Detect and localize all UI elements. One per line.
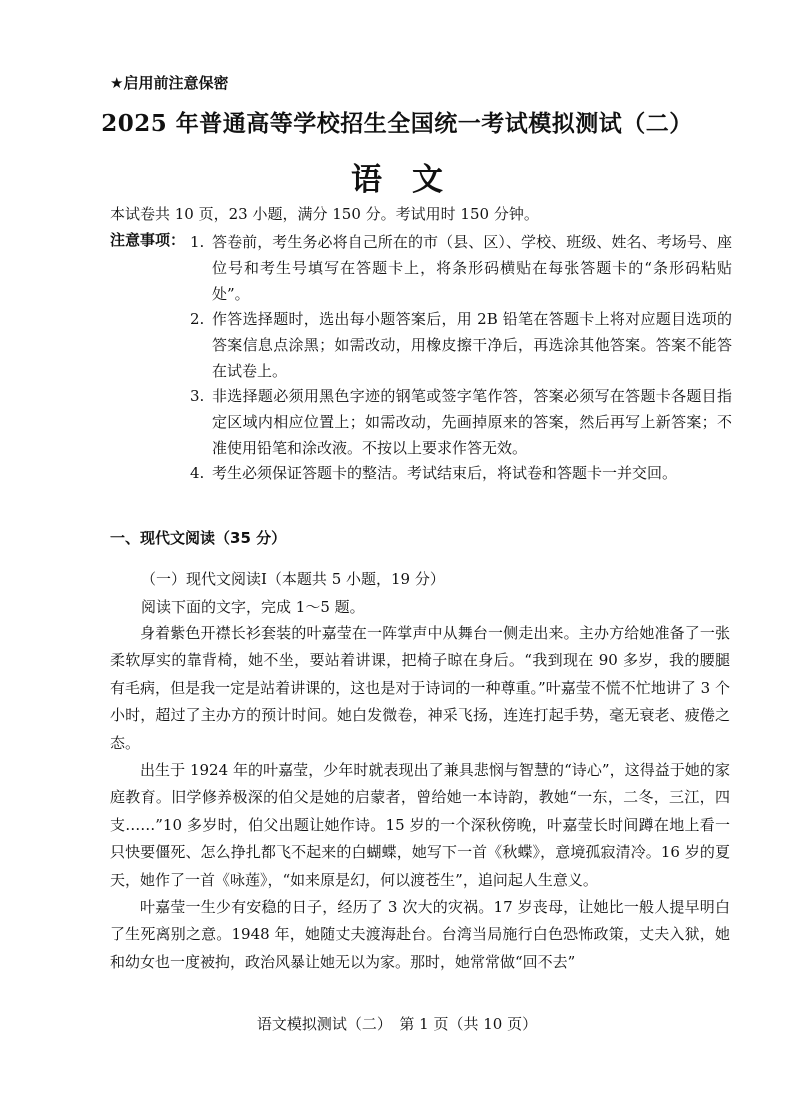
notice-item xyxy=(190,460,732,486)
reading-instruction: 阅读下面的文字，完成 1～5 题。 xyxy=(141,598,365,616)
notice-number: 2. xyxy=(190,310,205,328)
passage-paragraph: 身着紫色开襟长衫套装的叶嘉莹在一阵掌声中从舞台一侧走出来。主办方给她准备了一张柔软厚实的靠背椅，她不坐，要站着讲课，把椅子晾在身后。“我到现在 90 多岁，我的腰腿有毛病，但是我一定是站着讲课的，这也是对于诗词的一种尊重。”叶嘉莹不慌不忙地讲了 3 个小时，超过了主办方的预计时间。她白发微卷，神采飞扬，连连打起手势，毫无衰老、疲倦之态。 xyxy=(110,624,730,752)
subsection-heading: （一）现代文阅读Ⅰ（本题共 5 小题，19 分） xyxy=(141,570,445,588)
page-footer: 语文模拟测试（二） 第 1 页（共 10 页） xyxy=(256,1015,538,1033)
notice-number: 4. xyxy=(190,464,205,482)
notice-text: 作答选择题时，选出每小题答案后，用 2B 铅笔在答题卡上将对应题目选项的答案信息点涂黑；如需改动，用橡皮擦干净后，再选涂其他答案。答案不能答在试卷上。 xyxy=(212,310,732,380)
notice-text: 答卷前，考生务必将自己所在的市（县、区）、学校、班级、姓名、考场号、座位号和考生号填写在答题卡上，将条形码横贴在每张答题卡的“条形码粘贴处”。 xyxy=(212,233,732,303)
notice-item xyxy=(190,383,732,461)
notice-item xyxy=(190,229,732,307)
notice-item xyxy=(190,306,732,384)
notice-number: 3. xyxy=(190,387,205,405)
notice-number: 1. xyxy=(190,233,205,251)
notice-label: 注意事项： xyxy=(110,231,186,249)
exam-intro: 本试卷共 10 页，23 小题，满分 150 分。考试用时 150 分钟。 xyxy=(110,205,539,223)
notice-text: 非选择题必须用黑色字迹的钢笔或签字笔作答，答案必须写在答题卡各题目指定区域内相应位置上；如需改动，先画掉原来的答案，然后再写上新答案；不准使用铅笔和涂改液。不按以上要求作答无效。 xyxy=(212,387,732,457)
notice-text: 考生必须保证答题卡的整洁。考试结束后，将试卷和答题卡一并交回。 xyxy=(212,464,678,482)
reading-passage xyxy=(110,620,730,976)
section-heading: 一、现代文阅读（35 分） xyxy=(110,529,287,547)
exam-title: 2025 年普通高等学校招生全国统一考试模拟测试（二） xyxy=(101,110,693,137)
passage-paragraph: 叶嘉莹一生少有安稳的日子，经历了 3 次大的灾祸。17 岁丧母，让她比一般人提早明白了生死离别之意。1948 年，她随丈夫渡海赴台。台湾当局施行白色恐怖政策，丈夫入狱，她和幼女也一度被拘，政治风暴让她无以为家。那时，她常常做“回不去” xyxy=(110,898,730,971)
confidential-note: ★启用前注意保密 xyxy=(110,74,229,92)
subject-title: 语文 xyxy=(351,162,473,198)
passage-paragraph: 出生于 1924 年的叶嘉莹，少年时就表现出了兼具悲悯与智慧的“诗心”，这得益于她的家庭教育。旧学修养极深的伯父是她的启蒙者，曾给她一本诗韵，教她“一东，二冬，三江，四支……”10 多岁时，伯父出题让她作诗。15 岁的一个深秋傍晚，叶嘉莹长时间蹲在地上看一只快要僵死、怎么挣扎都飞不起来的白蝴蝶，她写下一首《秋蝶》，意境孤寂清冷。16 岁的夏天，她作了一首《咏莲》，“如来原是幻，何以渡苍生”，追问起人生意义。 xyxy=(110,761,730,889)
